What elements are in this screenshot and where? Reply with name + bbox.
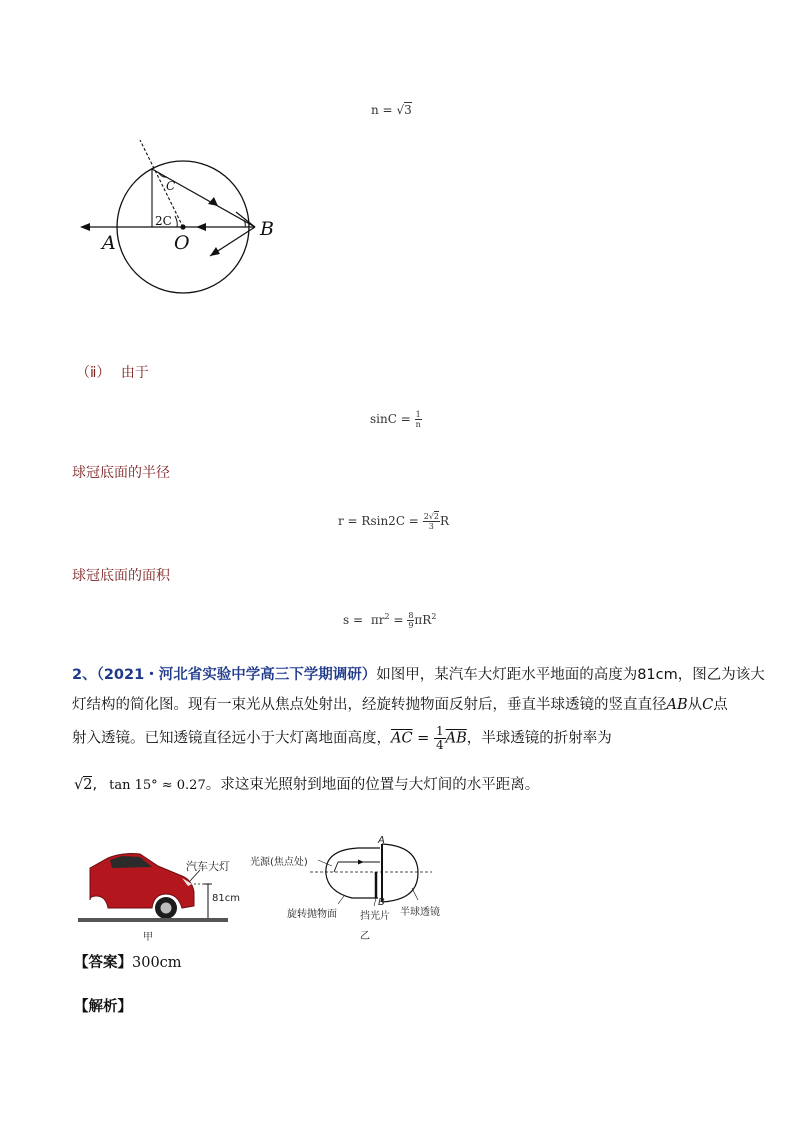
fraction-den: 9 bbox=[408, 621, 414, 630]
problem-line-4 bbox=[74, 778, 539, 793]
refraction-circle-figure bbox=[78, 140, 288, 320]
equation-n bbox=[371, 103, 412, 117]
shield-leader bbox=[374, 898, 376, 906]
answer-tag: 【答案】 bbox=[74, 955, 132, 971]
ray-source bbox=[334, 862, 338, 872]
fraction-1-over-4 bbox=[434, 725, 446, 752]
label-b: B bbox=[260, 218, 274, 240]
car-lamp-label: 汽车大灯 bbox=[186, 860, 230, 873]
answer-value: 300cm bbox=[132, 955, 182, 971]
lens-label: 半球透镜 bbox=[400, 907, 440, 918]
problem-number: 2、 bbox=[72, 667, 97, 683]
equation-n-radicand: 3 bbox=[404, 103, 412, 117]
equation-sinc-lhs: sinC = bbox=[370, 412, 411, 426]
equals: = bbox=[393, 613, 404, 627]
car-height-label: 81cm bbox=[212, 893, 240, 904]
num-coef: 2 bbox=[423, 512, 429, 521]
vector-ac: $\overline{AC}$ bbox=[391, 730, 413, 747]
problem-line-1 bbox=[72, 668, 765, 683]
problem-text-4b: 。求这束光照射到地面的位置与大灯间的水平距离。 bbox=[205, 777, 540, 793]
fraction-num: 2√2 bbox=[423, 512, 439, 521]
angle-mark-2c bbox=[175, 216, 177, 227]
source-label: 光源(焦点处) bbox=[250, 857, 308, 868]
fraction-den: 3 bbox=[428, 522, 434, 531]
car-front-rim bbox=[161, 903, 172, 914]
paraboloid-reflector bbox=[326, 848, 380, 898]
problem-text-3b: ，半球透镜的折射率为 bbox=[466, 730, 612, 747]
label-o: O bbox=[174, 232, 190, 254]
car-caption: 甲 bbox=[143, 932, 153, 943]
equation-r bbox=[338, 512, 449, 531]
ground bbox=[78, 918, 228, 922]
ray-arrow-2 bbox=[210, 247, 220, 256]
comma: , bbox=[92, 777, 98, 793]
problem-text-3a: 射入透镜。已知透镜直径远小于大灯离地面高度， bbox=[72, 730, 391, 747]
point-c: C bbox=[702, 697, 714, 713]
ray-arrow bbox=[358, 860, 364, 865]
text-area: 球冠底面的面积 bbox=[72, 568, 170, 584]
equation-n-lhs: n = bbox=[371, 103, 393, 117]
lamp-label-b: B bbox=[378, 897, 385, 908]
equation-s bbox=[343, 611, 436, 630]
num-radicand: 2 bbox=[433, 512, 439, 521]
capital-r: R bbox=[422, 613, 432, 627]
label-2c: 2C bbox=[155, 214, 172, 228]
sqrt-sign-2: √ bbox=[74, 777, 84, 793]
capital-r-exponent: 2 bbox=[431, 612, 437, 621]
equals-sign: = bbox=[412, 730, 434, 747]
problem-text-2d: 点 bbox=[713, 697, 728, 713]
fraction-den: 4 bbox=[435, 738, 444, 752]
fraction-num: 1 bbox=[415, 410, 421, 419]
problem-text-1: 如图甲，某汽车大灯距水平地面的高度为81cm，图乙为该大 bbox=[376, 667, 765, 683]
analysis-tag: 【解析】 bbox=[74, 999, 132, 1015]
equation-sinc bbox=[370, 410, 422, 429]
equation-r-tail: R bbox=[440, 514, 450, 528]
paraboloid-label: 旋转抛物面 bbox=[287, 909, 337, 920]
equation-r-lhs: r = Rsin2C = bbox=[338, 514, 419, 528]
axis-arrow-left bbox=[80, 223, 90, 231]
text-radius: 球冠底面的半径 bbox=[72, 465, 170, 481]
equation-s-lhs: s = bbox=[343, 613, 364, 627]
lamp-caption: 乙 bbox=[360, 931, 370, 942]
problem-text-2b: 从 bbox=[687, 697, 703, 713]
axis-arrow-mid bbox=[196, 223, 206, 231]
problem-source: （2021・河北省实验中学高三下学期调研） bbox=[96, 667, 377, 683]
answer-line bbox=[74, 956, 182, 971]
problem-line-2 bbox=[72, 698, 728, 713]
label-a: A bbox=[102, 232, 116, 254]
paraboloid-leader bbox=[338, 896, 344, 904]
r-symbol: r bbox=[378, 613, 385, 627]
segment-ab: AB bbox=[666, 697, 688, 713]
part-ii-text: 由于 bbox=[120, 365, 149, 381]
label-c: C bbox=[166, 179, 176, 193]
fraction-den: n bbox=[415, 420, 421, 429]
tan-expression: tan 15° ≈ 0.27 bbox=[109, 778, 206, 793]
problem-text-2a: 灯结构的简化图。现有一束光从焦点处射出，经旋转抛物面反射后，垂直半球透镜的竖直直径 bbox=[72, 697, 667, 713]
part-ii-label: （ⅱ） bbox=[76, 365, 111, 381]
sqrt-radicand-2: 2 bbox=[83, 777, 93, 793]
pi-symbol: π bbox=[370, 613, 379, 627]
shield-label: 挡光片 bbox=[360, 911, 390, 922]
fraction-2sqrt2-over-3 bbox=[423, 512, 440, 531]
sqrt-sign: √ bbox=[396, 103, 405, 117]
hemisphere-lens bbox=[382, 844, 418, 902]
pi-symbol-2: π bbox=[414, 613, 423, 627]
source-leader bbox=[318, 860, 332, 866]
r-exponent: 2 bbox=[384, 612, 390, 621]
fraction-1-over-n bbox=[415, 410, 422, 429]
fraction-num: 8 bbox=[408, 611, 414, 620]
part-ii-line bbox=[76, 362, 149, 382]
lamp-label-a: A bbox=[378, 835, 385, 846]
lens-leader bbox=[412, 888, 418, 900]
problem-line-3 bbox=[72, 725, 612, 752]
fraction-num: 1 bbox=[435, 724, 444, 738]
vector-ab: $\overline{AB}$ bbox=[445, 730, 467, 747]
